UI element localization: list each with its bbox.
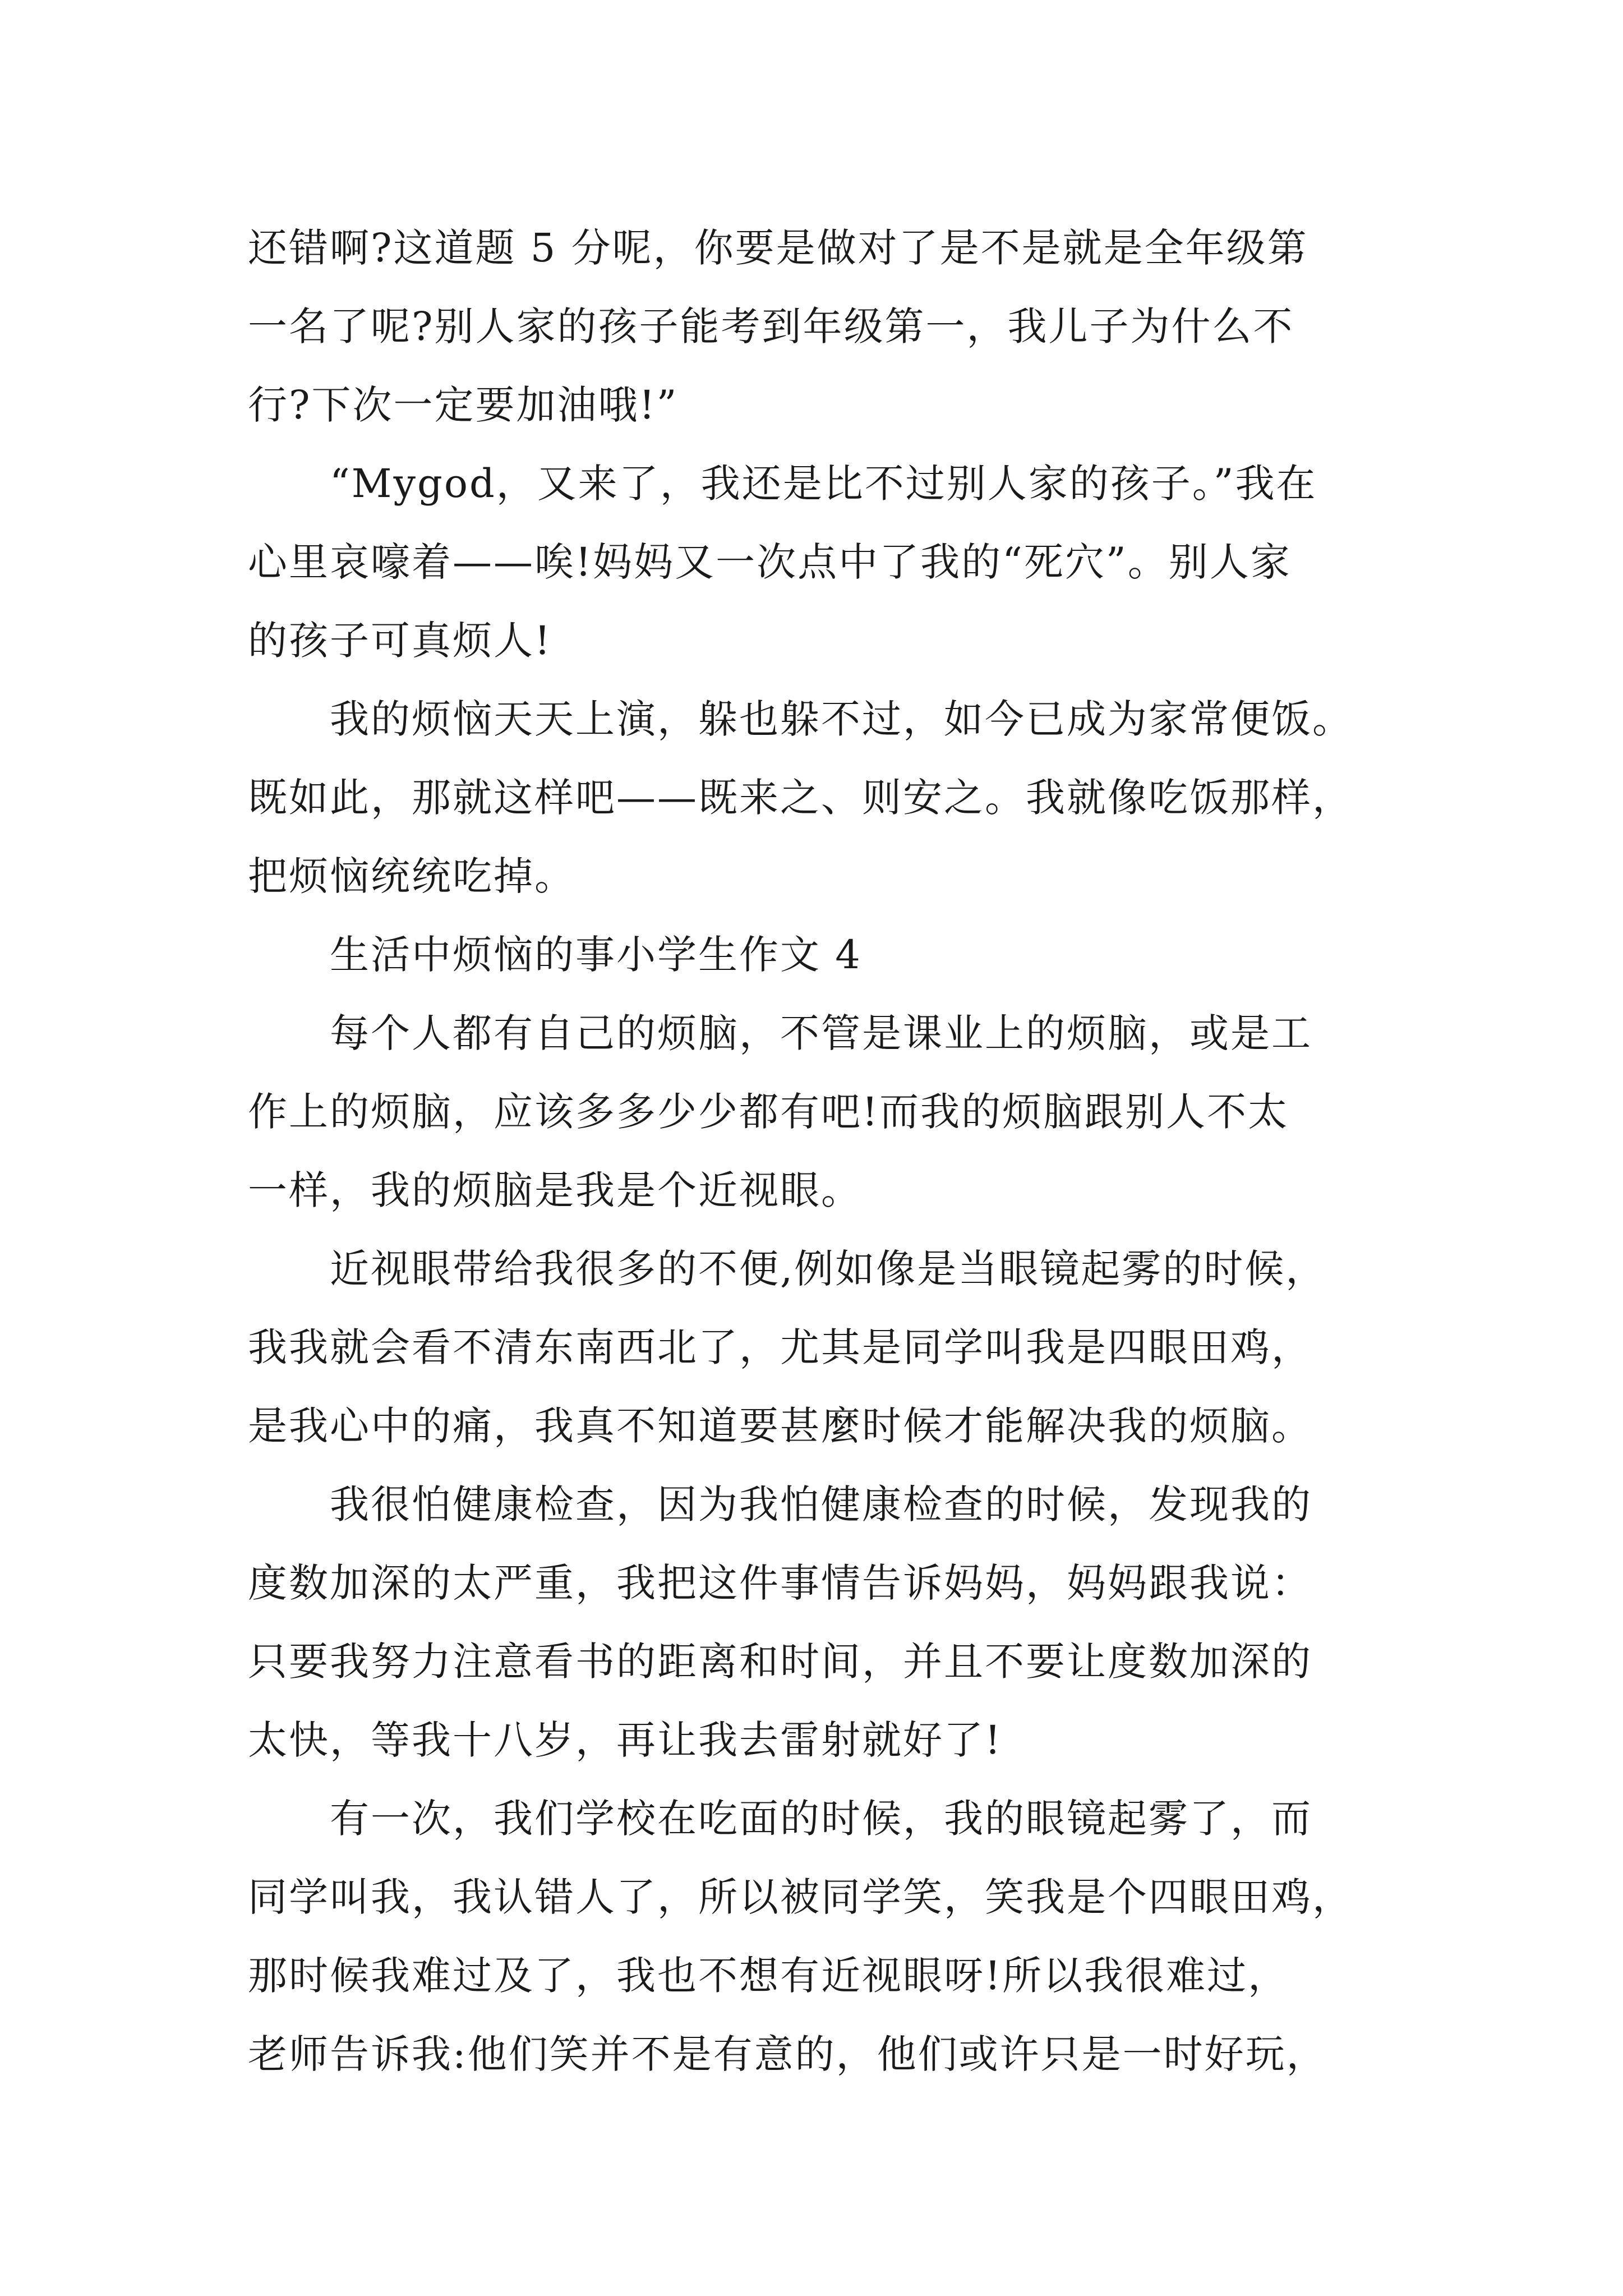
paragraph-8 (248, 1779, 1392, 2093)
text-line: 近视眼带给我很多的不便,例如像是当眼镜起雾的时候， (330, 1246, 1327, 1292)
text-line: 我我就会看不清东南西北了，尤其是同学叫我是四眼田鸡， (248, 1324, 1312, 1370)
text-line: 是我心中的痛，我真不知道要甚麼时候才能解决我的烦脑。 (248, 1403, 1312, 1449)
text-line: 同学叫我，我认错人了，所以被同学笑，笑我是个四眼田鸡， (248, 1874, 1353, 1920)
paragraph-7 (248, 1465, 1392, 1779)
text-line: 我的烦恼天天上演，躲也躲不过，如今已成为家常便饭。 (330, 696, 1353, 742)
text-line: “Mygod，又来了，我还是比不过别人家的孩子。”我在 (330, 461, 1317, 507)
paragraph-3 (248, 680, 1392, 915)
text-line: 只要我努力注意看书的距离和时间，并且不要让度数加深的 (248, 1639, 1312, 1685)
text-line: 老师告诉我:他们笑并不是有意的，他们或许只是一时好玩， (248, 2031, 1327, 2077)
text-line: 每个人都有自己的烦脑，不管是课业上的烦脑，或是工 (330, 1010, 1312, 1056)
text-line: 度数加深的太严重，我把这件事情告诉妈妈，妈妈跟我说： (248, 1560, 1312, 1606)
text-line: 还错啊?这道题 5 分呢，你要是做对了是不是就是全年级第 (248, 225, 1308, 271)
text-line: 心里哀嚎着——唉!妈妈又一次点中了我的“死穴”。别人家 (248, 539, 1292, 585)
text-line: 那时候我难过及了，我也不想有近视眼呀!所以我很难过， (248, 1953, 1289, 1999)
text-line: 我很怕健康检查，因为我怕健康检查的时候，发现我的 (330, 1481, 1312, 1527)
paragraph-6 (248, 1230, 1392, 1465)
text-line: 把烦恼统统吃掉。 (248, 853, 575, 899)
section-heading (248, 915, 1392, 994)
text-line: 既如此，那就这样吧——既来之、则安之。我就像吃饭那样， (248, 775, 1353, 821)
text-line: 的孩子可真烦人! (248, 618, 552, 664)
text-line: 一名了呢?别人家的孩子能考到年级第一，我儿子为什么不 (248, 303, 1294, 349)
paragraph-5 (248, 994, 1392, 1230)
paragraph-2 (248, 444, 1392, 680)
text-line: 作上的烦脑，应该多多少少都有吧!而我的烦脑跟别人不太 (248, 1089, 1289, 1135)
text-line: 太快，等我十八岁，再让我去雷射就好了! (248, 1717, 1003, 1763)
paragraph-1 (248, 209, 1392, 444)
text-line: 行?下次一定要加油哦!” (248, 382, 679, 428)
heading-line: 生活中烦恼的事小学生作文 4 (330, 932, 862, 978)
document-body (248, 209, 1392, 2093)
text-line: 一样，我的烦脑是我是个近视眼。 (248, 1167, 862, 1213)
text-line: 有一次，我们学校在吃面的时候，我的眼镜起雾了，而 (330, 1796, 1312, 1842)
